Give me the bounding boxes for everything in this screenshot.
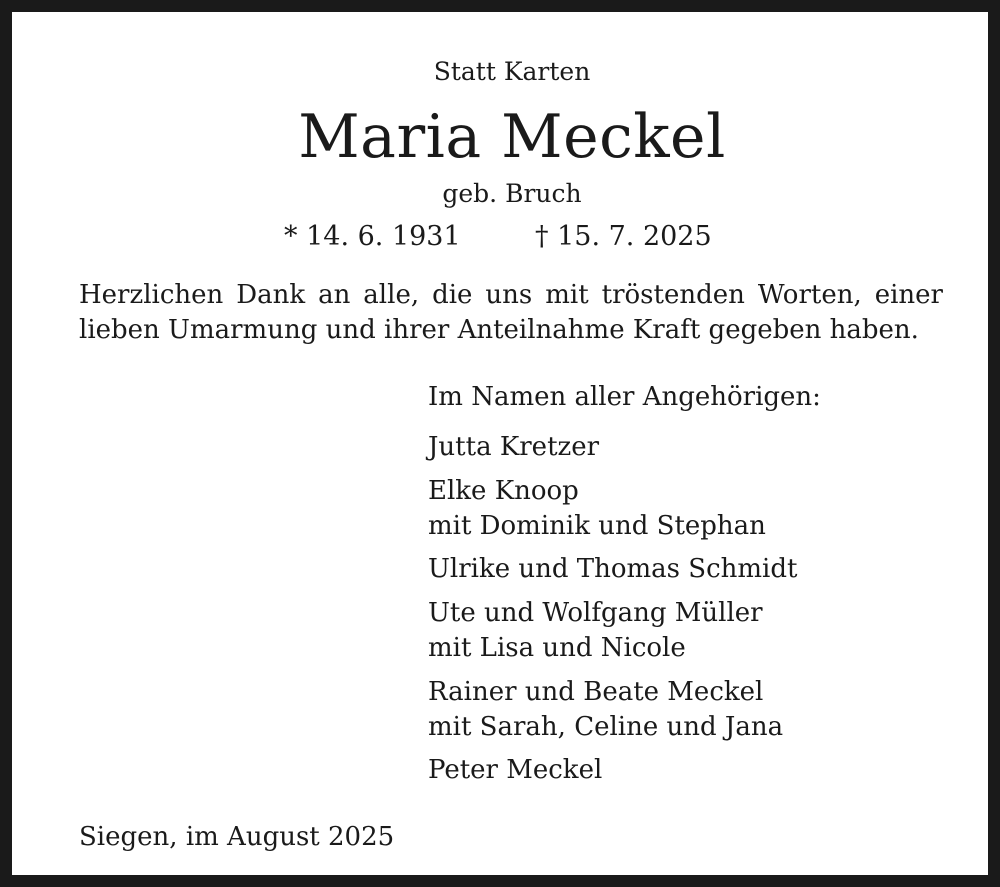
signer-line: Ute und Wolfgang Müller (428, 598, 763, 628)
signer-line: mit Dominik und Stephan (428, 511, 766, 541)
signer-line: Rainer und Beate Meckel (428, 677, 764, 707)
signer-line: Elke Knoop (428, 476, 579, 506)
signer-line: Ulrike und Thomas Schmidt (428, 554, 798, 584)
thanks-text: Herzlichen Dank an alle, die uns mit tröstenden Worten, einer lieben Umarmung und ihrer Anteilnahme Kraft gegeben haben. (79, 280, 943, 345)
signer-line: mit Lisa und Nicole (428, 633, 686, 663)
deceased-name: Maria Meckel (298, 102, 726, 172)
maiden-name: geb. Bruch (442, 179, 582, 208)
place-date: Siegen, im August 2025 (79, 822, 395, 852)
signers-intro: Im Namen aller Angehörigen: (428, 382, 821, 412)
signer-line: Peter Meckel (428, 755, 603, 785)
signer-line: Jutta Kretzer (428, 432, 600, 462)
birth-date: * 14. 6. 1931 (284, 221, 461, 252)
life-dates (12, 223, 1000, 253)
signer-line: mit Sarah, Celine und Jana (428, 712, 784, 742)
death-date: † 15. 7. 2025 (535, 221, 712, 252)
notice-heading: Statt Karten (433, 57, 591, 86)
